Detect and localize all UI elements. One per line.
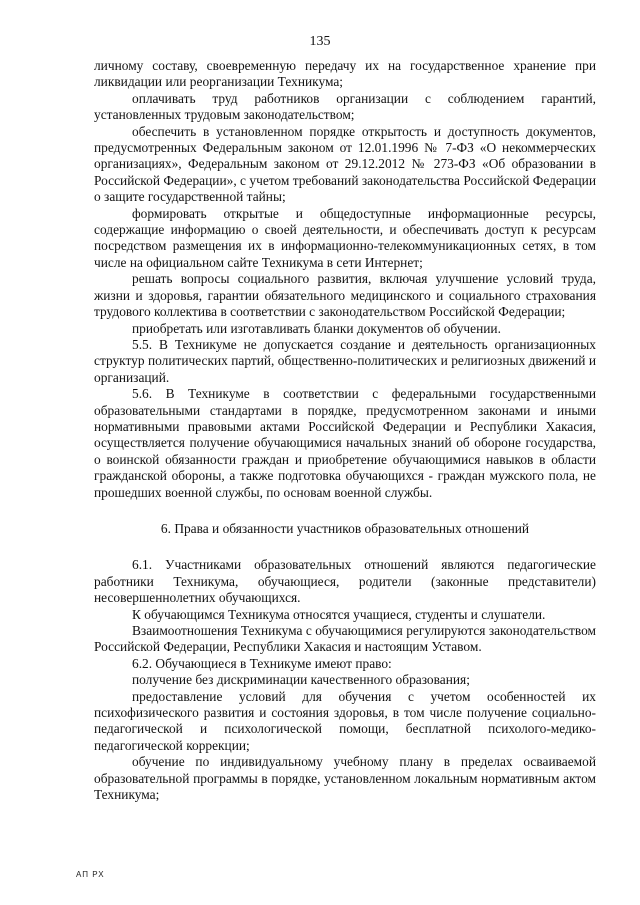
clause-5-6: 5.6. В Техникуме в соответствии с федеральными государственными образовательными стандартами в порядке, предусмотренном законами и иными нормативными правовыми актами Российской Федерации и Республики Хакасия, осуществляется получение обучающимися начальных знаний об обороне государства, о воинской обязанности граждан и приобретение обучающимися навыков в области гражданской обороны, а также подготовка обучающихся - граждан мужского пола, не прошедших военной службы, по основам военной службы. xyxy=(94,386,596,500)
paragraph: получение без дискриминации качественного образования; xyxy=(132,672,470,688)
paragraph: личному составу, своевременную передачу их на государственное хранение при ликвидации или реорганизации Техникума; xyxy=(94,58,596,90)
paragraph: предоставление условий для обучения с учетом особенностей их психофизического развития и состояния здоровья, в том числе получение социально-педагогической и психологической помощи, бесплатной психолого-медико-педагогической коррекции; xyxy=(94,688,596,753)
paragraph: обеспечить в установленном порядке открытость и доступность документов, предусмотренных Федеральным законом от 12.01.1996 № 7-ФЗ «О некоммерческих организациях», Федеральным законом от 29.12.2012 № 273-ФЗ «Об образовании в Российской Федерации», с учетом требований законодательства Российской Федерации о защите государственной тайны; xyxy=(94,123,596,205)
paragraph: К обучающимся Техникума относятся учащиеся, студенты и слушатели. xyxy=(132,606,546,622)
footer-stamp: АП РХ xyxy=(76,870,105,879)
section-heading: 6. Права и обязанности участников образовательных отношений xyxy=(160,520,530,536)
clause-6-1: 6.1. Участниками образовательных отношений являются педагогические работники Техникума, обучающиеся, родители (законные представители) несовершеннолетних обучающихся. xyxy=(94,557,596,606)
clause-6-2: 6.2. Обучающиеся в Техникуме имеют право: xyxy=(132,655,392,671)
paragraph: формировать открытые и общедоступные информационные ресурсы, содержащие информацию о своей деятельности, и обеспечивать доступ к ресурсам посредством размещения их в информационно-телекоммуникационных сетях, в том числе на официальном сайте Техникума в сети Интернет; xyxy=(94,205,596,270)
document-body xyxy=(94,58,596,803)
page-number: 135 xyxy=(309,34,331,49)
paragraph: решать вопросы социального развития, включая улучшение условий труда, жизни и здоровья, гарантии обязательного медицинского и социального страхования трудового коллектива в соответствии с законодательством Российской Федерации; xyxy=(94,271,596,320)
clause-5-5: 5.5. В Техникуме не допускается создание и деятельность организационных структур политических партий, общественно-политических и религиозных движений и организаций. xyxy=(94,336,596,385)
paragraph: обучение по индивидуальному учебному плану в пределах осваиваемой образовательной программы в порядке, установленном локальным нормативным актом Техникума; xyxy=(94,754,596,803)
paragraph: оплачивать труд работников организации с соблюдением гарантий, установленных трудовым законодательством; xyxy=(94,90,596,123)
paragraph: Взаимоотношения Техникума с обучающимися регулируются законодательством Российской Федерации, Республики Хакасия и настоящим Уставом. xyxy=(94,623,596,655)
paragraph: приобретать или изготавливать бланки документов об обучении. xyxy=(132,320,501,336)
